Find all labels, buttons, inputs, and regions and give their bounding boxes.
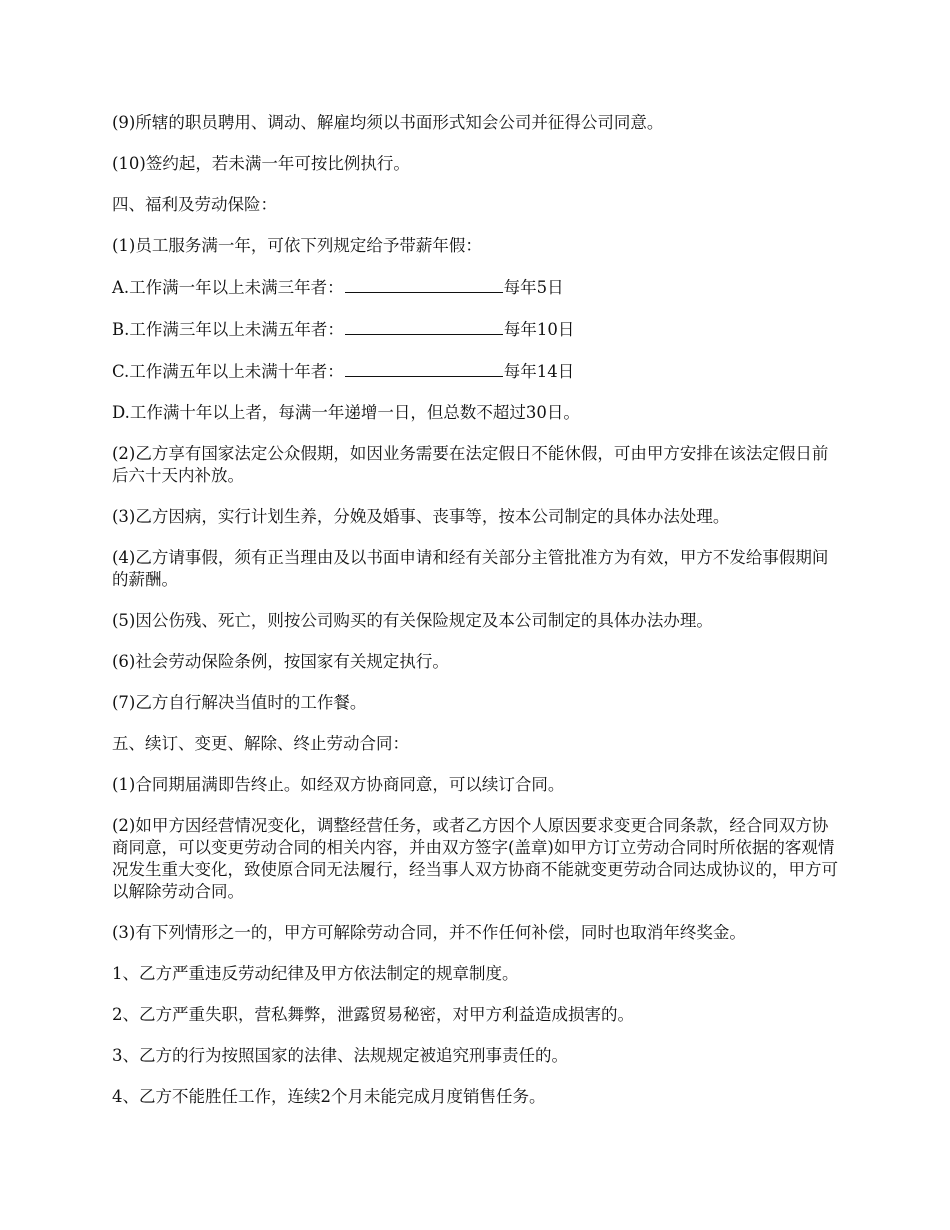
paragraph-10-prorated: (10)签约起，若未满一年可按比例执行。 bbox=[112, 154, 410, 173]
termination-item-2: 2、乙方严重失职，营私舞弊，泄露贸易秘密，对甲方利益造成损害的。 bbox=[112, 1005, 634, 1024]
section-4-heading: 四、福利及劳动保险： bbox=[112, 195, 277, 214]
leave-row-a-days: 每年5日 bbox=[503, 278, 564, 297]
section-5-heading: 五、续订、变更、解除、终止劳动合同： bbox=[112, 734, 409, 753]
termination-item-4: 4、乙方不能胜任工作，连续2个月未能完成月度销售任务。 bbox=[112, 1087, 546, 1106]
leave-row-b-blank bbox=[345, 318, 503, 335]
leave-row-b bbox=[112, 318, 842, 341]
document-body bbox=[112, 112, 842, 1127]
paragraph-sick-leave: (3)乙方因病，实行计划生养，分娩及婚事、丧事等，按本公司制定的具体办法处理。 bbox=[112, 507, 730, 526]
leave-row-b-days: 每年10日 bbox=[503, 320, 575, 339]
leave-row-b-label: B.工作满三年以上未满五年者： bbox=[112, 320, 344, 339]
leave-row-d: D.工作满十年以上者，每满一年递增一日，但总数不超过30日。 bbox=[112, 403, 580, 422]
paragraph-annual-leave: (1)员工服务满一年，可依下列规定给予带薪年假： bbox=[112, 236, 482, 255]
termination-item-3: 3、乙方的行为按照国家的法律、法规规定被追究刑事责任的。 bbox=[112, 1046, 568, 1065]
paragraph-work-injury: (5)因公伤残、死亡，则按公司购买的有关保险规定及本公司制定的具体办法办理。 bbox=[112, 611, 713, 630]
paragraph-9-staff-hiring: (9)所辖的职员聘用、调动、解雇均须以书面形式知会公司并征得公司同意。 bbox=[112, 113, 664, 132]
leave-row-a bbox=[112, 276, 842, 299]
leave-row-c-label: C.工作满五年以上未满十年者： bbox=[112, 362, 344, 381]
termination-item-1: 1、乙方严重违反劳动纪律及甲方依法制定的规章制度。 bbox=[112, 964, 519, 983]
paragraph-personal-leave: (4)乙方请事假，须有正当理由及以书面申请和经有关部分主管批准方为有效，甲方不发给事假期间的薪酬。 bbox=[112, 548, 829, 589]
leave-row-a-blank bbox=[345, 276, 503, 293]
leave-row-c-blank bbox=[345, 360, 503, 377]
paragraph-contract-expiry: (1)合同期届满即告终止。如经双方协商同意，可以续订合同。 bbox=[112, 775, 565, 794]
leave-row-c bbox=[112, 360, 842, 383]
paragraph-contract-change: (2)如甲方因经营情况变化，调整经营任务，或者乙方因个人原因要求变更合同条款，经合同双方协商同意，可以变更劳动合同的相关内容，并由双方签字(盖章)如甲方订立劳动合同时所依据的客观情况发生重大变化，致使原合同无法履行，经当事人双方协商不能就变更劳动合同达成协议的，甲方可以解除劳动合同。 bbox=[112, 816, 838, 901]
paragraph-social-insurance: (6)社会劳动保险条例，按国家有关规定执行。 bbox=[112, 652, 449, 671]
paragraph-meals: (7)乙方自行解决当值时的工作餐。 bbox=[112, 693, 367, 712]
leave-row-a-label: A.工作满一年以上未满三年者： bbox=[112, 278, 344, 297]
paragraph-termination-conditions: (3)有下列情形之一的，甲方可解除劳动合同，并不作任何补偿，同时也取消年终奖金。 bbox=[112, 923, 746, 942]
leave-row-c-days: 每年14日 bbox=[503, 362, 575, 381]
paragraph-public-holidays: (2)乙方享有国家法定公众假期，如因业务需要在法定假日不能休假，可由甲方安排在该法定假日前后六十天内补放。 bbox=[112, 444, 829, 485]
